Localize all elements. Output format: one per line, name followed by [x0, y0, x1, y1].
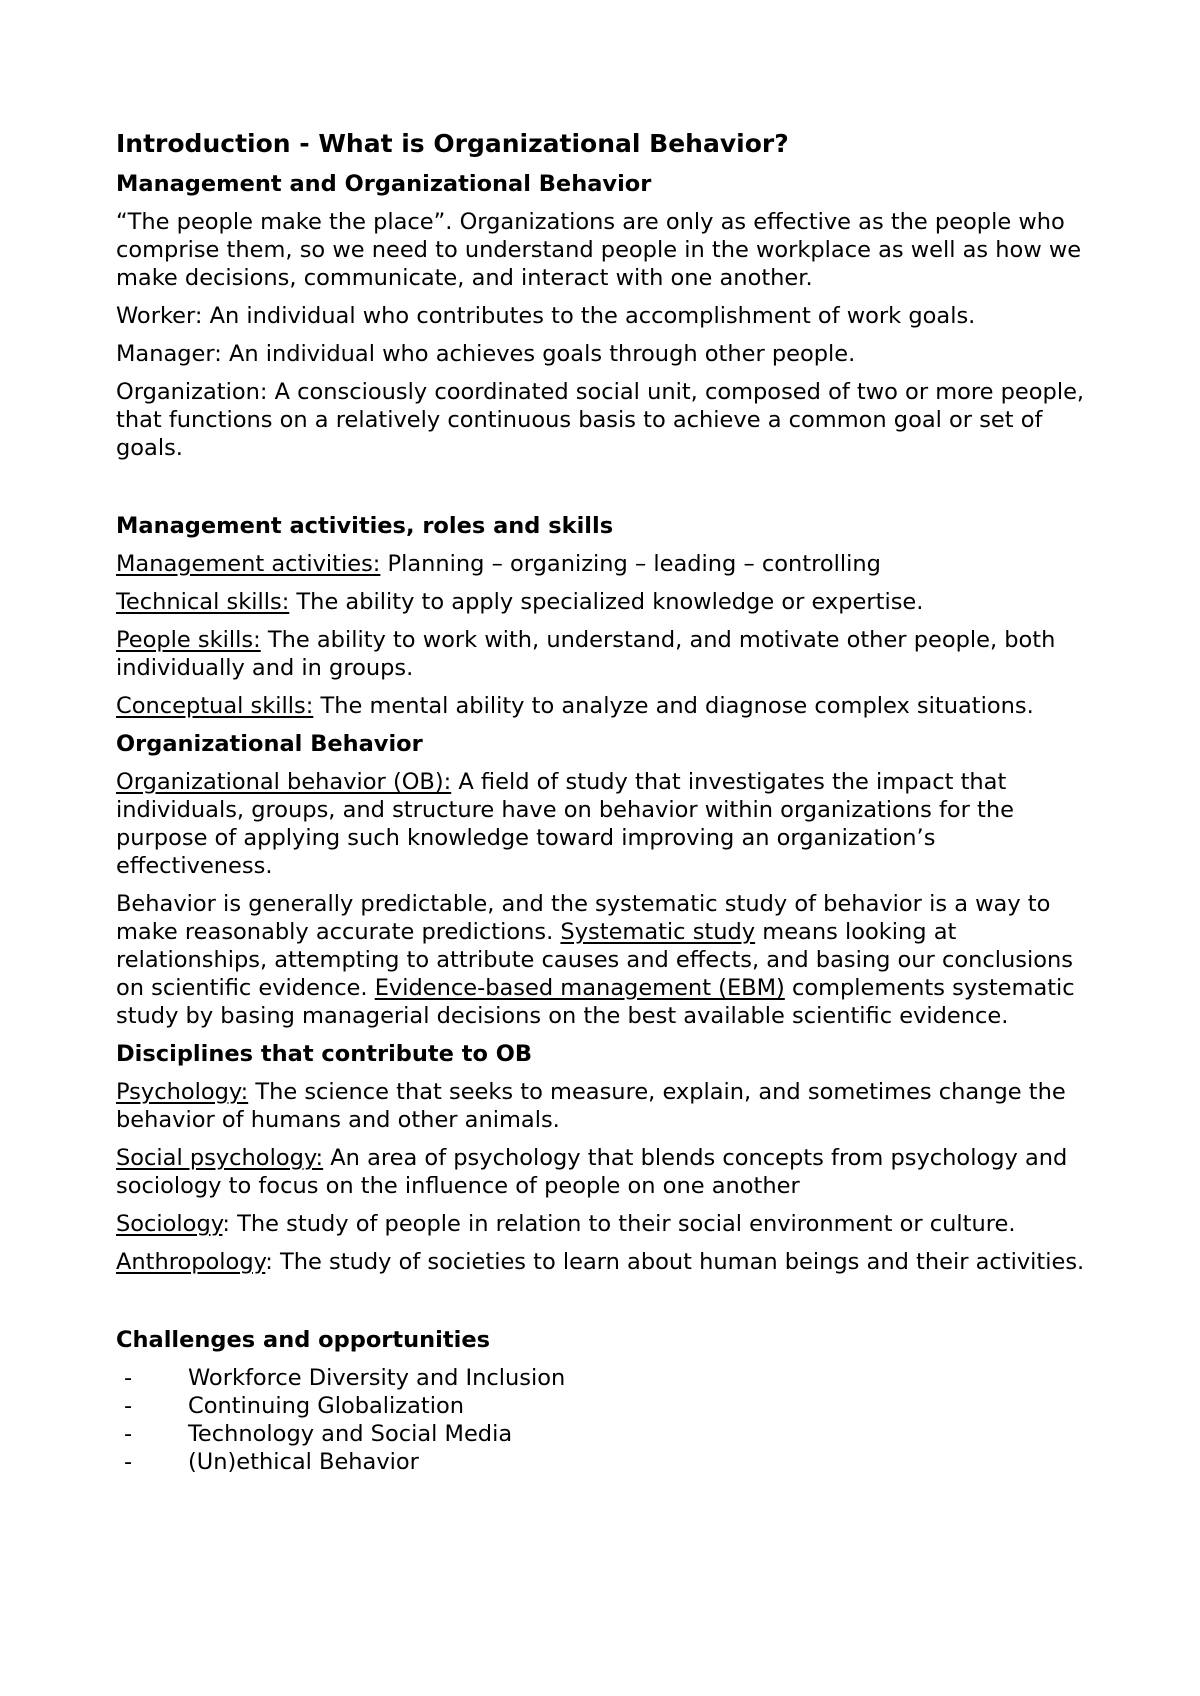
text-people-skills: The ability to work with, understand, and motivate other people, both individually and in groups. [116, 627, 1056, 681]
text-conceptual-skills: The mental ability to analyze and diagnose complex situations. [313, 693, 1034, 719]
heading-ob: Organizational Behavior [116, 731, 423, 757]
term-ebm: Evidence-based management (EBM) [374, 975, 785, 1001]
definition-people-skills [116, 626, 1090, 682]
heading-disciplines: Disciplines that contribute to OB [116, 1041, 533, 1067]
list-item-text: (Un)ethical Behavior [188, 1449, 419, 1475]
dash-bullet-icon: - [124, 1365, 133, 1391]
definition-social-psychology [116, 1144, 1090, 1200]
list-item [116, 1364, 1090, 1392]
text-social-psychology: An area of psychology that blends concepts from psychology and sociology to focus on the influence of people on one another [116, 1145, 1068, 1199]
definition-technical-skills [116, 588, 1090, 616]
term-ob: Organizational behavior (OB): [116, 769, 452, 795]
term-conceptual-skills: Conceptual skills: [116, 693, 314, 719]
definition-organization: Organization: A consciously coordinated social unit, composed of two or more people, that functions on a relatively continuous basis to achieve a common goal or set of goals. [116, 379, 1085, 461]
term-systematic-study: Systematic study [560, 919, 756, 945]
term-people-skills: People skills: [116, 627, 261, 653]
heading-challenges: Challenges and opportunities [116, 1327, 490, 1353]
text-sociology: : The study of people in relation to their social environment or culture. [222, 1211, 1016, 1237]
list-item [116, 1420, 1090, 1448]
dash-bullet-icon: - [124, 1393, 133, 1419]
dash-bullet-icon: - [124, 1449, 133, 1475]
term-technical-skills: Technical skills: [116, 589, 290, 615]
text-management-activities: Planning – organizing – leading – controlling [380, 551, 881, 577]
definition-psychology [116, 1078, 1090, 1134]
text-technical-skills: The ability to apply specialized knowledge or expertise. [289, 589, 924, 615]
document-title: Introduction - What is Organizational Behavior? [116, 129, 789, 158]
definition-anthropology [116, 1248, 1090, 1276]
paragraph-systematic-study [116, 890, 1090, 1030]
term-social-psychology: Social psychology: [116, 1145, 324, 1171]
text-anthropology: : The study of societies to learn about human beings and their activities. [265, 1249, 1085, 1275]
text-psychology: The science that seeks to measure, explain, and sometimes change the behavior of humans and other animals. [116, 1079, 1066, 1133]
definition-manager: Manager: An individual who achieves goals through other people. [116, 341, 856, 367]
list-item [116, 1448, 1090, 1476]
definition-worker: Worker: An individual who contributes to the accomplishment of work goals. [116, 303, 976, 329]
text-behavior-part3: complements systematic study by basing managerial decisions on the best available scientific evidence. [116, 975, 1075, 1029]
term-management-activities: Management activities: [116, 551, 381, 577]
dash-bullet-icon: - [124, 1421, 133, 1447]
text-ob: A field of study that investigates the impact that individuals, groups, and structure have on behavior within organizations for the purpose of applying such knowledge toward improving an organization’s effectiveness. [116, 769, 1014, 879]
term-anthropology: Anthropology [116, 1249, 266, 1275]
heading-management-ob: Management and Organizational Behavior [116, 171, 652, 197]
list-item-text: Continuing Globalization [188, 1393, 464, 1419]
list-item [116, 1392, 1090, 1420]
text-behavior-part2: means looking at relationships, attempting to attribute causes and effects, and basing our conclusions on scientific evidence. [116, 919, 1073, 1001]
definition-ob [116, 768, 1090, 880]
challenges-list [116, 1364, 1090, 1476]
term-sociology: Sociology [116, 1211, 223, 1237]
heading-activities: Management activities, roles and skills [116, 513, 614, 539]
paragraph-intro: “The people make the place”. Organizations are only as effective as the people who comprise them, so we need to understand people in the workplace as well as how we make decisions, communicate, and interact with one another. [116, 209, 1082, 291]
list-item-text: Technology and Social Media [188, 1421, 513, 1447]
text-behavior-part1: Behavior is generally predictable, and the systematic study of behavior is a way to make reasonably accurate predictions. [116, 891, 1051, 945]
definition-sociology [116, 1210, 1090, 1238]
list-item-text: Workforce Diversity and Inclusion [188, 1365, 566, 1391]
definition-conceptual-skills [116, 692, 1090, 720]
term-psychology: Psychology: [116, 1079, 249, 1105]
definition-management-activities [116, 550, 1090, 578]
